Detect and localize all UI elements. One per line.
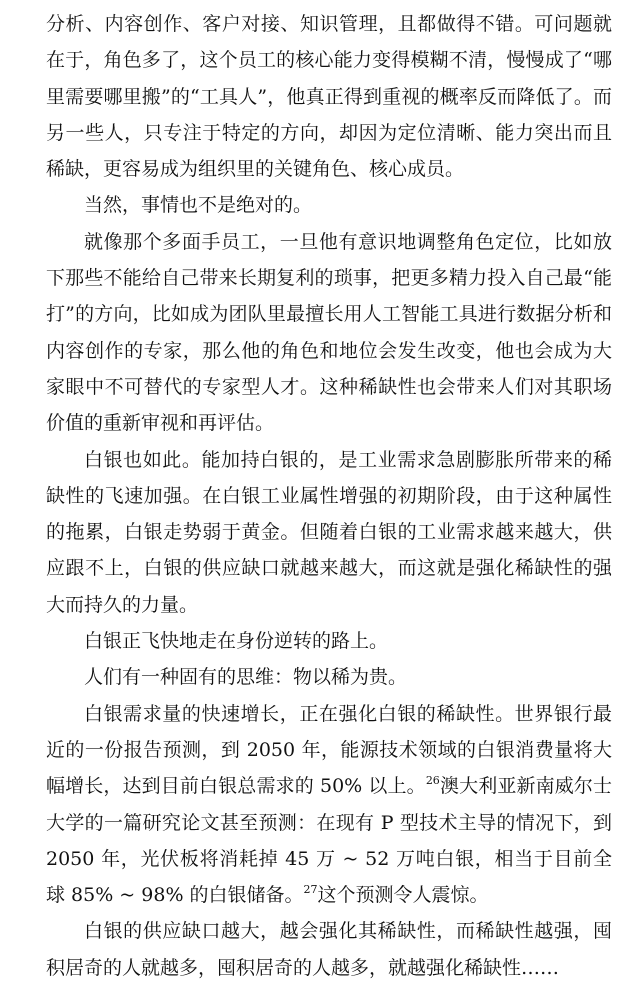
paragraph-4 bbox=[46, 442, 612, 623]
paragraph-1-text: 分析、内容创作、客户对接、知识管理，且都做得不错。可问题就在于，角色多了，这个员工的核心能力变得模糊不清，慢慢成了“哪里需要哪里搬”的“工具人”，他真正得到重视的概率反而降低了。而另一些人，只专注于特定的方向，却因为定位清晰、能力突出而且稀缺，更容易成为组织里的关键角色、核心成员。 bbox=[46, 13, 612, 181]
paragraph-6 bbox=[46, 659, 612, 695]
paragraph-2-text: 当然，事情也不是绝对的。 bbox=[84, 194, 313, 217]
paragraph-1 bbox=[46, 6, 612, 187]
paragraph-7 bbox=[46, 696, 612, 914]
paragraph-7-text-c: 这个预测令人震惊。 bbox=[317, 884, 489, 907]
paragraph-5-text: 白银正飞快地走在身份逆转的路上。 bbox=[84, 630, 389, 653]
document-page bbox=[46, 6, 612, 986]
paragraph-7-text-b: 澳大利亚新南威尔士大学的一篇研究论文甚至预测：在现有 P 型技术主导的情况下，到 2050 年，光伏板将消耗掉 45 万 ~ 52 万吨白银，相当于目前全球 85% ~ 98% 的白银储备。 bbox=[46, 775, 612, 907]
paragraph-6-text: 人们有一种固有的思维：物以稀为贵。 bbox=[84, 666, 408, 689]
paragraph-8 bbox=[46, 913, 612, 986]
footnote-ref-27[interactable]: 27 bbox=[303, 883, 318, 897]
paragraph-3-text: 就像那个多面手员工，一旦他有意识地调整角色定位，比如放下那些不能给自己带来长期复利的琐事，把更多精力投入自己最“能打”的方向，比如成为团队里最擅长用人工智能工具进行数据分析和内容创作的专家，那么他的角色和地位会发生改变，他也会成为大家眼中不可替代的专家型人才。这种稀缺性也会带来人们对其职场价值的重新审视和再评估。 bbox=[46, 230, 612, 435]
paragraph-4-text: 白银也如此。能加持白银的，是工业需求急剧膨胀所带来的稀缺性的飞速加强。在白银工业属性增强的初期阶段，由于这种属性的拖累，白银走势弱于黄金。但随着白银的工业需求越来越大，供应跟不上，白银的供应缺口就越来越大，而这就是强化稀缺性的强大而持久的力量。 bbox=[46, 448, 612, 616]
paragraph-3 bbox=[46, 224, 612, 442]
paragraph-7-text-a: 白银需求量的快速增长，正在强化白银的稀缺性。世界银行最近的一份报告预测，到 2050 年，能源技术领域的白银消费量将大幅增长，达到目前白银总需求的 50% 以上。 bbox=[46, 702, 612, 798]
paragraph-5 bbox=[46, 623, 612, 659]
footnote-ref-26[interactable]: 26 bbox=[425, 774, 440, 788]
paragraph-2 bbox=[46, 187, 612, 223]
paragraph-8-text: 白银的供应缺口越大，越会强化其稀缺性，而稀缺性越强，囤积居奇的人就越多，囤积居奇的人越多，就越强化稀缺性…… bbox=[46, 920, 612, 979]
